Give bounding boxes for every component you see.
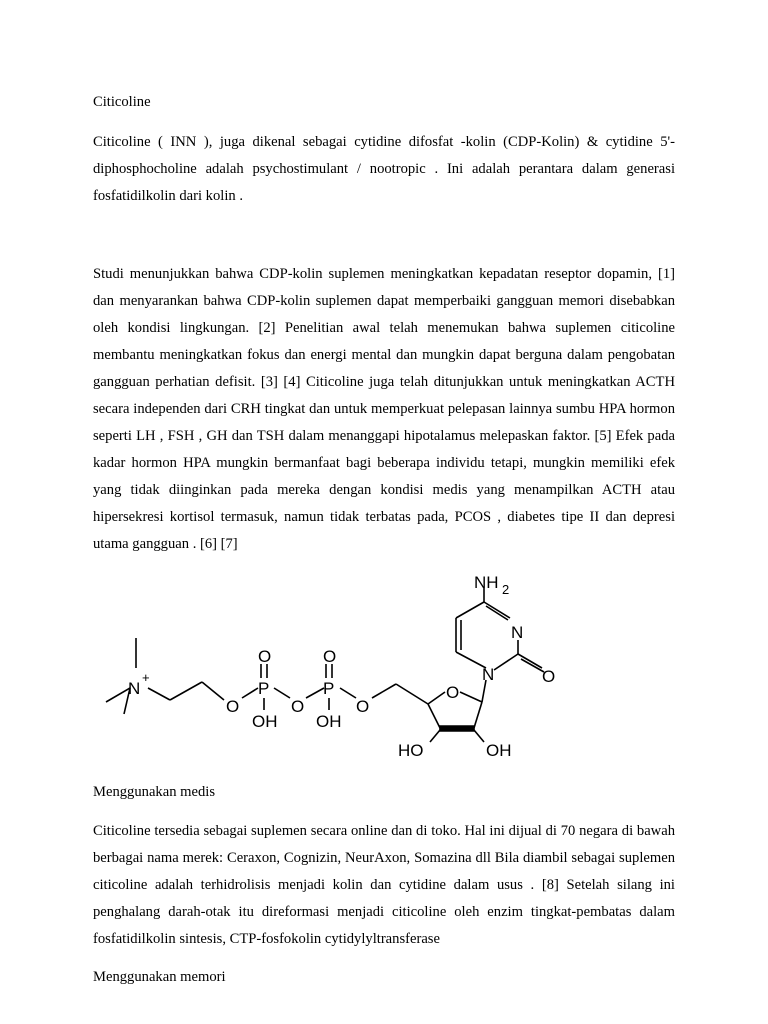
amino-subscript-label: 2 bbox=[502, 582, 510, 597]
amino-group-label: NH bbox=[474, 573, 499, 592]
oxygen-label-1: O bbox=[226, 697, 240, 716]
hydroxyl-label-3: OH bbox=[486, 741, 512, 760]
ring-nitrogen-label-2: N bbox=[511, 623, 524, 642]
ring-nitrogen-label-1: N bbox=[482, 665, 495, 684]
paragraph-studies: Studi menunjukkan bahwa CDP-kolin suplemen meningkatkan kepadatan reseptor dopamin, [1] dan menyarankan bahwa CDP-kolin suplemen dapat memperbaiki gangguan memori disebabkan oleh kondisi lingkungan. [2] Penelitian awal telah menemukan bahwa suplemen citicoline membantu meningkatkan fokus dan energi mental dan mungkin dapat berguna dalam pengobatan gangguan perhatian defisit. [3] [4] Citicoline juga telah ditunjukkan untuk meningkatkan ACTH secara independen dari CRH tingkat dan untuk memperkuat pelepasan lainnya sumbu HPA hormon seperti LH , FSH , GH dan TSH dalam menanggapi hipotalamus melepaskan faktor. [5] Efek pada kadar hormon HPA mungkin bermanfaat bagi beberapa individu tetapi, mungkin memiliki efek yang tidak diinginkan pada mereka dengan kondisi medis yang menampilkan ACTH atau hipersekresi kortisol termasuk, namun tidak terbatas pada, PCOS , diabetes tipe II dan depresi utama gangguan . [6] [7] bbox=[93, 266, 675, 552]
hydroxyl-label-ho: HO bbox=[398, 741, 424, 760]
oxygen-label-2: O bbox=[291, 697, 305, 716]
nitrogen-plus-label: N bbox=[128, 679, 141, 698]
document-title: Citicoline bbox=[93, 94, 151, 110]
phosphorus-label-1: P bbox=[258, 679, 270, 698]
plus-charge-label: + bbox=[142, 670, 150, 685]
phosphorus-label-2: P bbox=[323, 679, 335, 698]
hydroxyl-label-1: OH bbox=[252, 712, 278, 731]
carbonyl-oxygen-label: O bbox=[542, 667, 556, 686]
ring-oxygen-label: O bbox=[446, 683, 460, 702]
oxygen-top-label-1: O bbox=[258, 647, 272, 666]
paragraph-medical-use: Citicoline tersedia sebagai suplemen secara online dan di toko. Hal ini dijual di 70 negara di bawah berbagai nama merek: Ceraxon, Cognizin, NeurAxon, Somazina dll Bila diambil sebagai suplemen citicoline adalah terhidrolisis menjadi kolin dan cytidine dalam usus . [8] Setelah silang ini penghalang darah-otak itu direformasi menjadi citicoline oleh enzim tingkat-pembatas dalam fosfatidilkolin sintesis, CTP-fosfokolin cytidylyltransferase bbox=[93, 823, 675, 947]
paragraph-intro: Citicoline ( INN ), juga dikenal sebagai cytidine difosfat -kolin (CDP-Kolin) & cytidine 5'-diphosphocholine adalah psychostimulant / nootropic . Ini adalah perantara dalam generasi fosfatidilkolin dari kolin . bbox=[93, 134, 675, 204]
atom-labels bbox=[128, 573, 555, 760]
oxygen-label-3: O bbox=[356, 697, 370, 716]
oxygen-top-label-2: O bbox=[323, 647, 337, 666]
citicoline-structure-diagram bbox=[90, 570, 580, 770]
section-heading-medical-use: Menggunakan medis bbox=[93, 784, 215, 800]
hydroxyl-label-2: OH bbox=[316, 712, 342, 731]
section-heading-memory-use: Menggunakan memori bbox=[93, 969, 226, 985]
